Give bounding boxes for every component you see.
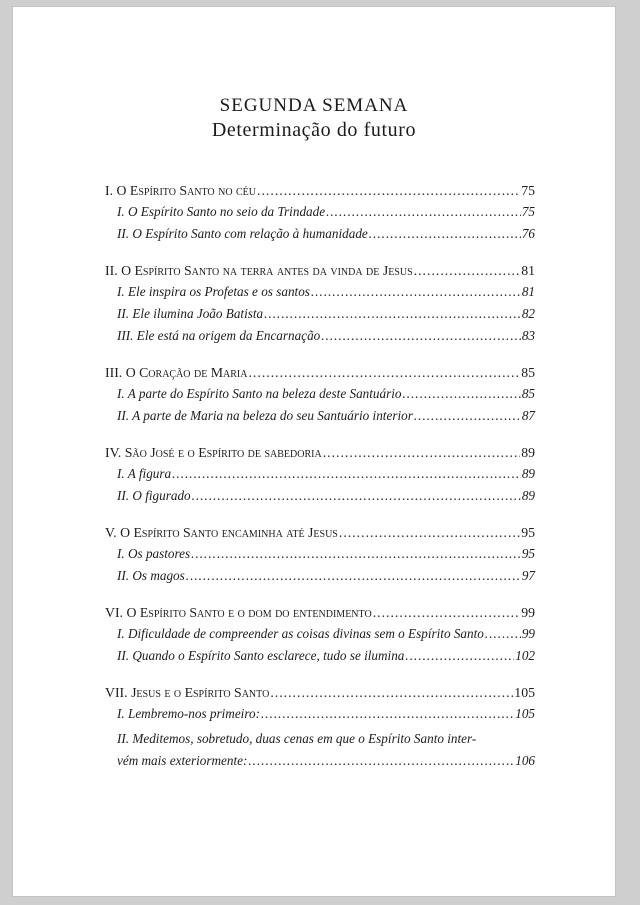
subsection-title-line2: vém mais exteriormente: [117,753,248,768]
chapter-numeral: II. [105,263,118,278]
leader-dots [264,306,521,322]
subsection-page-number: 85 [521,386,535,401]
chapter-page-number: 85 [521,365,535,380]
subsection-title: II. Quando o Espírito Santo esclarece, tudo se ilumina [117,648,405,663]
toc-section [105,365,535,430]
subsection-page-number: 89 [521,488,535,503]
chapter-page-number: 95 [521,525,535,540]
subsection-page-number: 105 [515,706,535,721]
chapter-numeral: V. [105,525,117,540]
leader-dots [311,284,521,300]
leader-dots [403,386,521,402]
toc-subsection-entry[interactable] [105,408,535,430]
subsection-page-number: 76 [521,226,535,241]
toc-chapter-entry[interactable] [105,445,535,466]
subsection-page-number: 102 [515,648,535,663]
subsection-page-number: 87 [521,408,535,423]
toc-chapter-entry[interactable] [105,263,535,284]
subsection-page-number: 99 [521,626,535,641]
chapter-numeral: IV. [105,445,122,460]
toc-subsection-entry[interactable] [105,284,535,306]
leader-dots [248,365,520,381]
subsection-title: I. Os pastores [117,546,191,561]
chapter-title: O Coração de Maria [125,365,248,380]
leader-dots [186,568,521,584]
chapter-page-number: 81 [521,263,535,278]
leader-dots [270,685,513,701]
week-title: SEGUNDA SEMANA [219,95,409,116]
toc-subsection-entry[interactable] [105,728,535,772]
chapter-title: O Espírito Santo no céu [116,183,257,198]
subsection-page-number: 81 [521,284,535,299]
subsection-page-number: 97 [521,568,535,583]
leader-dots [485,626,521,642]
leader-dots [191,546,521,562]
leader-dots [192,488,521,504]
subsection-page-number: 75 [521,204,535,219]
page-header [13,95,615,142]
subsection-title: I. Dificuldade de compreender as coisas divinas sem o Espírito Santo [117,626,484,641]
leader-dots [369,226,521,242]
chapter-title: O Espírito Santo na terra antes da vinda de Jesus [121,263,413,278]
subsection-title: II. A parte de Maria na beleza do seu Santuário interior [117,408,413,423]
subsection-title: I. A parte do Espírito Santo na beleza deste Santuário [117,386,402,401]
subsection-title: I. O Espírito Santo no seio da Trindade [117,204,326,219]
document-page [12,6,616,897]
toc-section [105,183,535,248]
chapter-numeral: III. [105,365,123,380]
chapter-title: Jesus e o Espírito Santo [131,685,270,700]
toc-subsection-entry[interactable] [105,226,535,248]
leader-dots [261,706,514,722]
leader-dots [172,466,521,482]
subsection-title: II. O figurado [117,488,191,503]
subsection-page-number: 83 [521,328,535,343]
subsection-page-number: 106 [515,753,535,768]
leader-dots [414,408,521,424]
toc-chapter-entry[interactable] [105,183,535,204]
leader-dots [323,445,521,461]
toc-subsection-entry[interactable] [105,328,535,350]
chapter-numeral: I. [105,183,114,198]
subsection-title-line1: II. Meditemos, sobretudo, duas cenas em que o Espírito Santo inter- [117,731,477,746]
toc-section [105,263,535,350]
table-of-contents [105,183,535,787]
chapter-title: O Espírito Santo e o dom do entendimento [126,605,372,620]
toc-section [105,605,535,670]
leader-dots [414,263,521,279]
toc-chapter-entry[interactable] [105,525,535,546]
chapter-page-number: 89 [521,445,535,460]
leader-dots [405,648,514,664]
toc-subsection-entry[interactable] [105,626,535,648]
subsection-page-number: 82 [521,306,535,321]
page-subtitle: Determinação do futuro [211,119,417,141]
toc-chapter-entry[interactable] [105,605,535,626]
toc-section [105,525,535,590]
leader-dots [248,750,514,772]
chapter-title: São José e o Espírito de sabedoria [124,445,322,460]
toc-subsection-entry[interactable] [105,204,535,226]
toc-subsection-entry[interactable] [105,488,535,510]
chapter-numeral: VII. [105,685,128,700]
subsection-title: II. Ele ilumina João Batista [117,306,264,321]
leader-dots [326,204,521,220]
subsection-title: I. Lembremo-nos primeiro: [117,706,260,721]
toc-chapter-entry[interactable] [105,685,535,706]
chapter-title: O Espírito Santo encaminha até Jesus [120,525,338,540]
chapter-page-number: 75 [521,183,535,198]
subsection-title: II. O Espírito Santo com relação à humanidade [117,226,368,241]
subsection-title: I. Ele inspira os Profetas e os santos [117,284,310,299]
toc-subsection-entry[interactable] [105,648,535,670]
subsection-title: III. Ele está na origem da Encarnação [117,328,321,343]
toc-subsection-entry[interactable] [105,568,535,590]
chapter-numeral: VI. [105,605,124,620]
leader-dots [339,525,520,541]
subsection-page-number: 89 [521,466,535,481]
leader-dots [373,605,521,621]
chapter-page-number: 105 [514,685,535,700]
leader-dots [257,183,520,199]
chapter-page-number: 99 [521,605,535,620]
subsection-title: I. A figura [117,466,172,481]
toc-subsection-entry[interactable] [105,386,535,408]
toc-subsection-entry[interactable] [105,546,535,568]
toc-subsection-entry[interactable] [105,306,535,328]
toc-section [105,685,535,772]
subsection-page-number: 95 [521,546,535,561]
leader-dots [321,328,521,344]
toc-subsection-entry[interactable] [105,706,535,728]
toc-subsection-entry[interactable] [105,466,535,488]
subsection-title: II. Os magos [117,568,185,583]
toc-section [105,445,535,510]
toc-chapter-entry[interactable] [105,365,535,386]
